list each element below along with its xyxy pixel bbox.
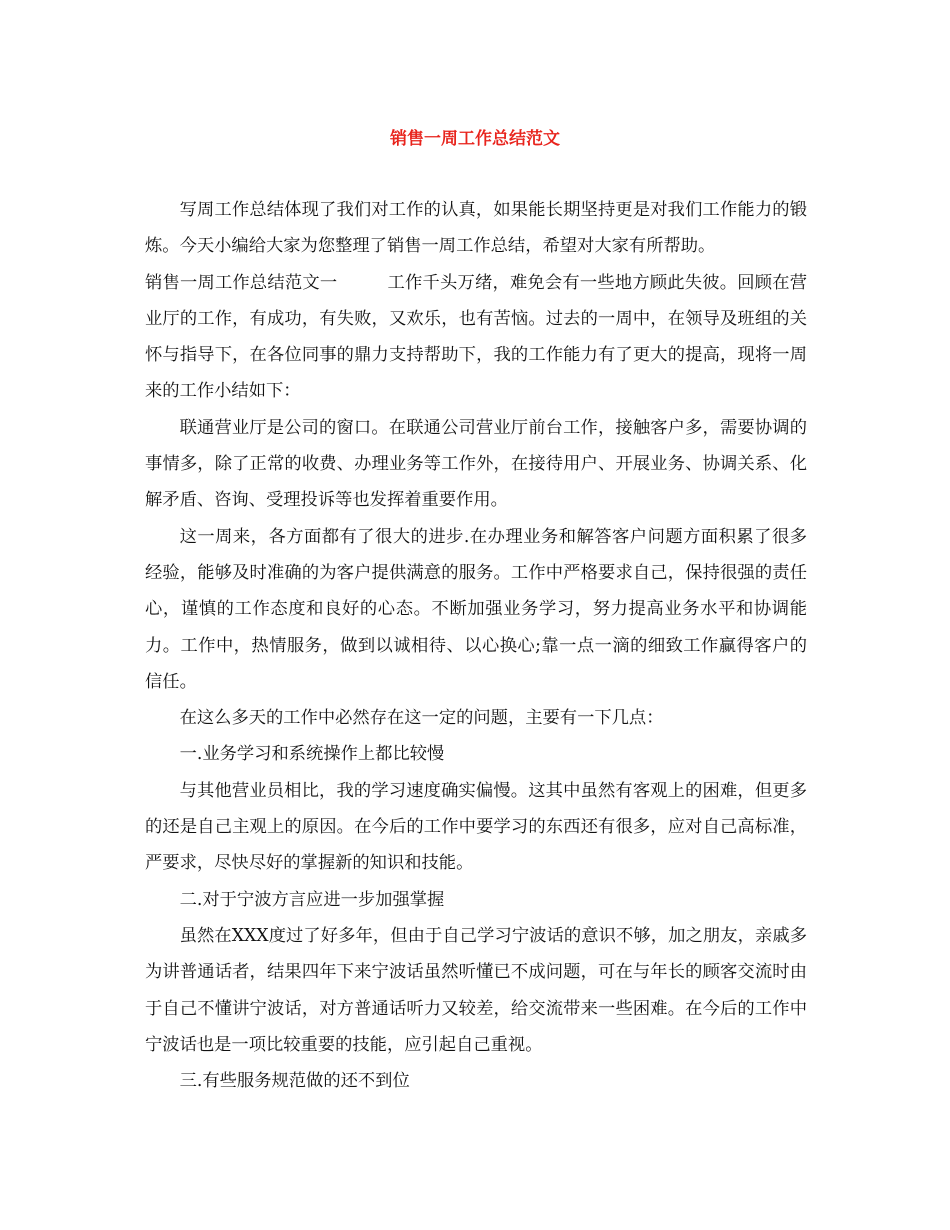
point-2-body: 虽然在XXX度过了好多年，但由于自己学习宁波话的意识不够，加之朋友，亲戚多为讲普通话者，结果四年下来宁波话虽然听懂已不成问题，可在与年长的顾客交流时由于自己不懂讲宁波话，对方普通话听力又较差，给交流带来一些困难。在今后的工作中宁波话也是一项比较重要的技能，应引起自己重视。 xyxy=(145,925,807,1055)
sample-paragraph xyxy=(145,265,807,410)
paragraph-progress: 这一周来，各方面都有了很大的进步.在办理业务和解答客户问题方面积累了很多经验，能够及时准确的为客户提供满意的服务。工作中严格要求自己，保持很强的责任心，谨慎的工作态度和良好的心态。不断加强业务学习，努力提高业务水平和协调能力。工作中，热情服务，做到以诚相待、以心换心;靠一点一滴的细致工作赢得客户的信任。 xyxy=(145,526,807,692)
paragraph-problems-intro: 在这么多天的工作中必然存在这一定的问题，主要有一下几点： xyxy=(179,708,664,729)
point-2-heading: 二.对于宁波方言应进一步加强掌握 xyxy=(179,889,445,910)
intro-paragraph: 写周工作总结体现了我们对工作的认真，如果能长期坚持更是对我们工作能力的锻炼。今天小编给大家为您整理了销售一周工作总结，希望对大家有所帮助。 xyxy=(145,200,807,257)
sample-heading: 销售一周工作总结范文一 xyxy=(145,272,338,293)
paragraph-review: 工作千头万绪，难免会有一些地方顾此失彼。回顾在营业厅的工作，有成功，有失败，又欢乐，也有苦恼。过去的一周中，在领导及班组的关怀与指导下，在各位同事的鼎力支持帮助下，我的工作能力有了更大的提高，现将一周来的工作小结如下： xyxy=(145,272,807,402)
document-title: 销售一周工作总结范文 xyxy=(390,129,560,149)
document-body xyxy=(145,192,807,1099)
paragraph-unicom-hall: 联通营业厅是公司的窗口。在联通公司营业厅前台工作，接触客户多，需要协调的事情多，除了正常的收费、办理业务等工作外，在接待用户、开展业务、协调关系、化解矛盾、咨询、受理投诉等也发挥着重要作用。 xyxy=(145,417,807,511)
point-1-body: 与其他营业员相比，我的学习速度确实偏慢。这其中虽然有客观上的困难，但更多的还是自己主观上的原因。在今后的工作中要学习的东西还有很多，应对自己高标准，严要求，尽快尽好的掌握新的知识和技能。 xyxy=(145,780,807,874)
point-3-heading: 三.有些服务规范做的还不到位 xyxy=(179,1071,410,1092)
point-1-heading: 一.业务学习和系统操作上都比较慢 xyxy=(179,744,445,765)
